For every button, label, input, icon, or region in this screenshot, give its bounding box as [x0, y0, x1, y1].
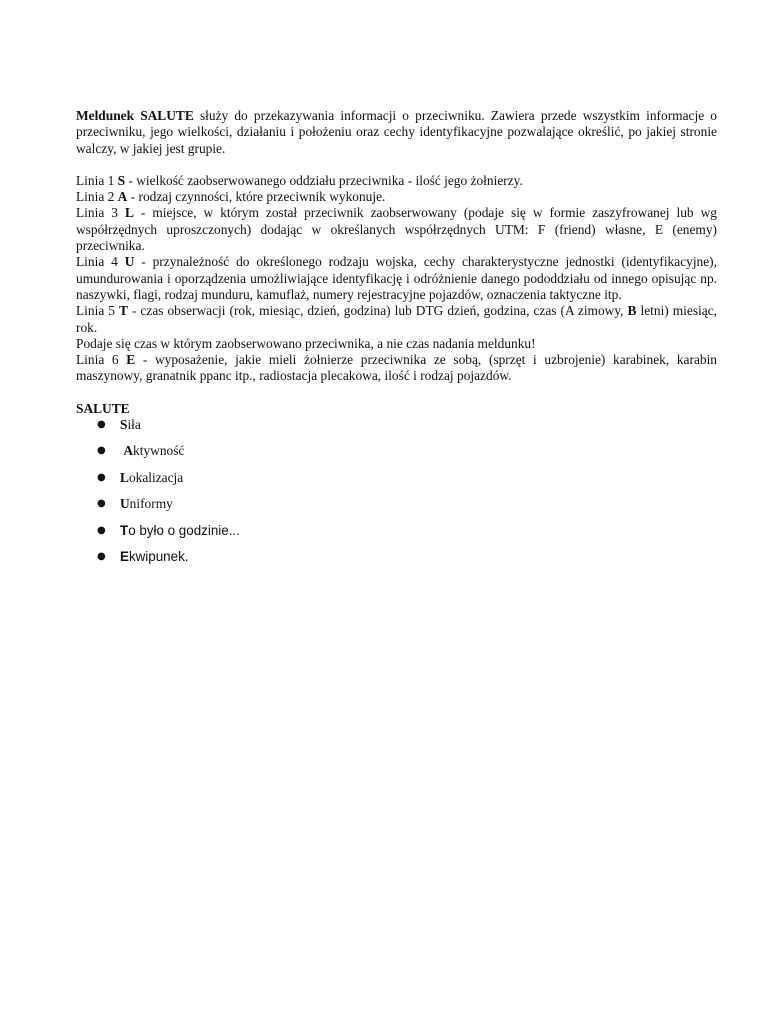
line-1	[76, 173, 717, 189]
spacer	[76, 157, 717, 173]
line-1-letter: S	[117, 172, 126, 188]
line-2-letter: A	[117, 189, 128, 205]
line-4	[76, 254, 717, 303]
list-item-sila	[76, 417, 717, 443]
list-item-to-bylo	[76, 523, 717, 549]
line-5-prefix: Linia 5	[76, 303, 119, 319]
item-rest: ktywność	[133, 443, 185, 459]
salute-heading: SALUTE	[76, 400, 130, 416]
item-rest: niformy	[129, 496, 173, 512]
line-3-prefix: Linia 3	[76, 205, 125, 221]
item-letter: E	[120, 549, 129, 564]
item-rest: okalizacja	[128, 469, 184, 485]
line-5-letter: T	[119, 303, 128, 319]
line-1-text: - wielkość zaobserwowanego oddziału przeciwnika - ilość jego żołnierzy.	[125, 172, 523, 188]
item-letter: L	[120, 469, 129, 485]
salute-list	[76, 417, 717, 575]
list-item-aktywnosc	[76, 443, 717, 469]
line-2	[76, 189, 717, 205]
bullet-icon: ●	[97, 419, 106, 431]
bullet-icon: ●	[97, 471, 106, 483]
bullet-icon: ●	[97, 445, 106, 457]
item-letter: T	[120, 522, 129, 538]
intro-text: służy do przekazywania informacji o przeciwniku. Zawiera przede wszystkim informacje o przeciwniku, jego wielkości, działaniu i położeniu oraz cechy identyfikacyjne pozwalające określić, po jakiej stronie walczy, w jakiej jest grupie.	[76, 108, 717, 156]
line-6	[76, 352, 717, 385]
line-3-letter: L	[124, 205, 134, 221]
bullet-icon: ●	[97, 524, 106, 536]
line-2-text: - rodzaj czynności, które przeciwnik wykonuje.	[127, 189, 386, 205]
bullet-icon: ●	[97, 498, 106, 510]
intro-lead-bold: Meldunek SALUTE	[76, 108, 194, 123]
line-5-letter-b: B	[627, 303, 637, 319]
line-6-prefix: Linia 6	[76, 352, 127, 368]
line-5-text: - czas obserwacji (rok, miesiąc, dzień, godzina) lub DTG dzień, godzina, czas (A zimowy,	[127, 303, 628, 319]
line-5	[76, 303, 717, 336]
line-2-prefix: Linia 2	[76, 189, 118, 205]
item-letter: U	[120, 496, 130, 512]
line-3	[76, 205, 717, 254]
list-item-lokalizacja	[76, 470, 717, 496]
line-5-text-2: letni) miesiąc, rok.	[76, 303, 718, 335]
bullet-icon: ●	[97, 551, 106, 562]
line-6-text: - wyposażenie, jakie mieli żołnierze przeciwnika ze sobą, (sprzęt i uzbrojenie) karabinek, karabin maszynowy, granatnik ppanc itp., radiostacja plecakowa, ilość i rodzaj pojazdów.	[76, 352, 717, 384]
line-1-prefix: Linia 1	[76, 172, 118, 188]
line-4-text: - przynależność do określonego rodzaju wojska, cechy charakterystyczne jednostki (identyfikacyjne), umundurowania i oporządzenia umożliwiające identyfikację i odróżnienie danego pododdziału od innego opisując np. naszywki, flagi, rodzaj munduru, kamuflaż, numery rejestracyjne pojazdów, oznaczenia taktyczne itp.	[76, 254, 717, 302]
item-rest: kwipunek.	[128, 549, 189, 564]
item-letter: S	[120, 417, 128, 433]
line-4-letter: U	[124, 254, 135, 270]
list-item-ekwipunek	[76, 549, 717, 575]
line-4-prefix: Linia 4	[76, 254, 125, 270]
item-letter: A	[123, 443, 134, 459]
line-6-letter: E	[126, 352, 136, 368]
line-3-text: - miejsce, w którym został przeciwnik zaobserwowany (podaje się w formie zaszyfrowanej lub wg współrzędnych uproszczonych) dodając w określanych współrzędnych UTM: F (friend) własne, E (enemy) przeciwnika.	[76, 205, 717, 254]
list-item-uniformy	[76, 496, 717, 522]
item-rest: iła	[127, 417, 141, 433]
document-page	[76, 108, 717, 575]
intro-paragraph	[76, 108, 717, 157]
spacer	[76, 385, 717, 401]
note-line: Podaje się czas w którym zaobserwowano przeciwnika, a nie czas nadania meldunku!	[76, 335, 536, 351]
item-rest: o było o godzinie...	[128, 522, 240, 538]
